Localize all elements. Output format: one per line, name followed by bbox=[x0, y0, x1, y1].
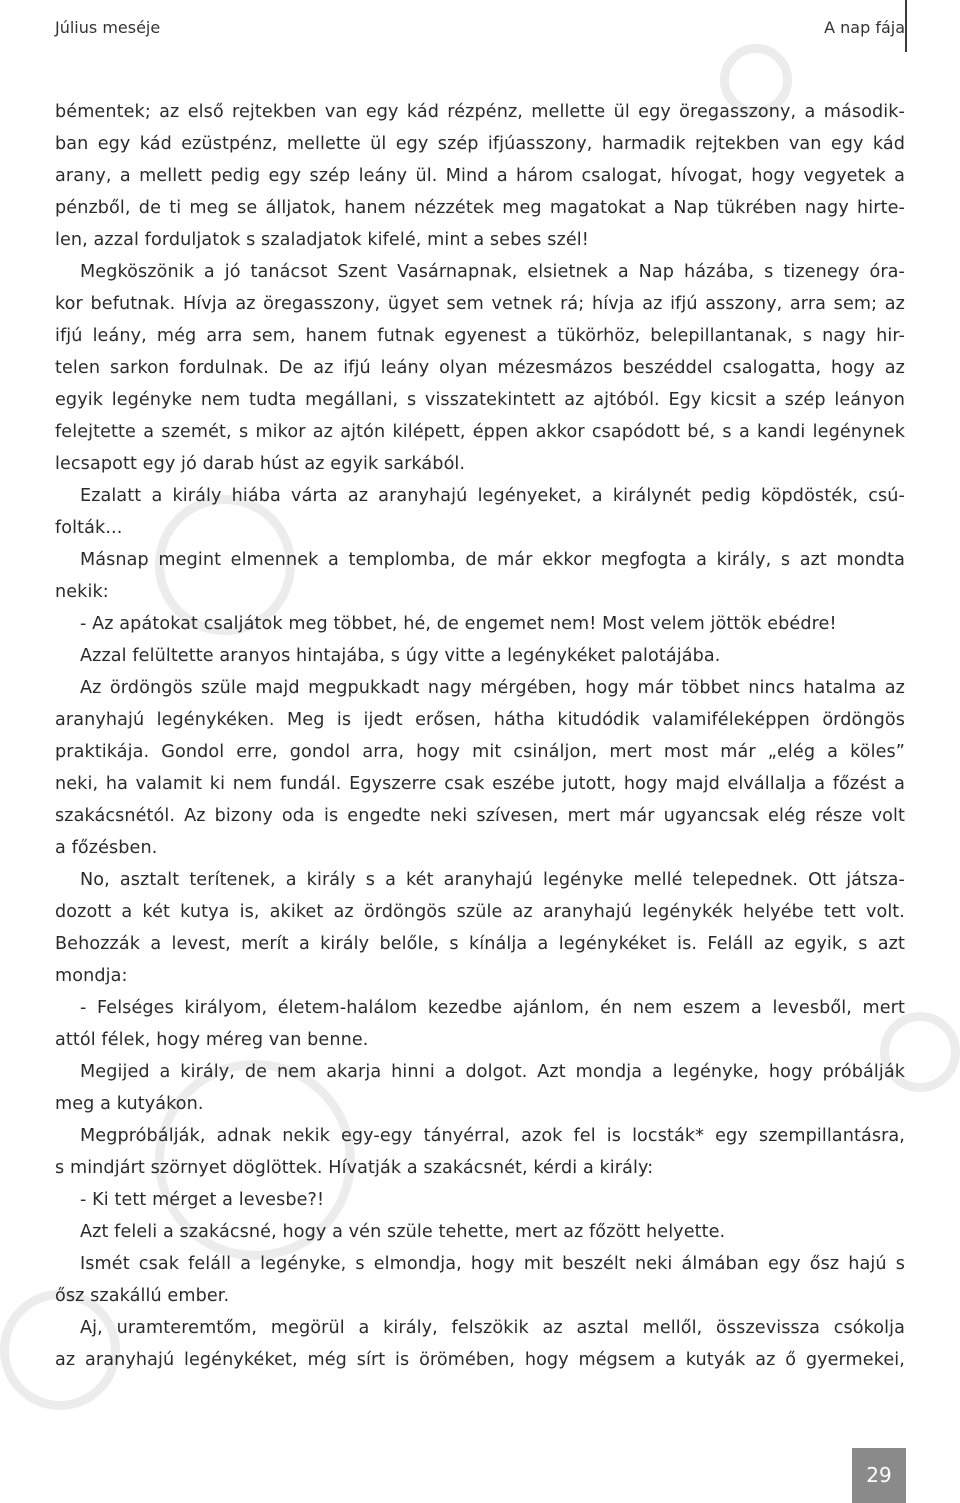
text-line: Megköszönik a jó tanácsot Szent Vasárnapnak, elsietnek a Nap házába, s tizenegy óra- bbox=[80, 262, 905, 282]
text-line: Azt feleli a szakácsné, hogy a vén szüle tehette, mert az főzött helyette. bbox=[80, 1222, 726, 1242]
text-line: nekik: bbox=[55, 582, 109, 602]
header-divider bbox=[905, 0, 907, 52]
text-line: meg a kutyákon. bbox=[55, 1094, 204, 1114]
text-line: kor befutnak. Hívja az öregasszony, ügyet sem vetnek rá; hívja az ifjú asszony, arra sem; az bbox=[55, 294, 905, 314]
text-line: - Az apátokat csaljátok meg többet, hé, de engemet nem! Most velem jöttök ebédre! bbox=[80, 614, 837, 634]
text-line: Megijed a király, de nem akarja hinni a dolgot. Azt mondja a legényke, hogy próbálják bbox=[80, 1062, 905, 1082]
text-line: a főzésben. bbox=[55, 838, 158, 858]
text-line: attól félek, hogy méreg van benne. bbox=[55, 1030, 369, 1050]
text-line: pénzből, de ti meg se álljatok, hanem nézzétek meg magatokat a Nap tükrében nagy hirte- bbox=[55, 198, 905, 218]
header-story-title: A nap fája bbox=[824, 18, 905, 37]
text-line: folták... bbox=[55, 518, 123, 538]
text-line: ifjú leány, még arra sem, hanem futnak egyenest a tükörhöz, belepillantanak, s nagy hir- bbox=[55, 326, 905, 346]
text-line: dozott a két kutya is, akiket az ördöngös szüle az aranyhajú legénykék helyébe tett volt. bbox=[55, 902, 905, 922]
text-line: len, azzal forduljatok s szaladjatok kifelé, mint a sebes szél! bbox=[55, 230, 589, 250]
text-line: felejtette a szemét, s mikor az ajtón kilépett, éppen akkor csapódott bé, s a kandi legénynek bbox=[55, 422, 905, 442]
text-line: az aranyhajú legénykéket, még sírt is örömében, hogy mégsem a kutyák az ő gyermekei, bbox=[55, 1350, 905, 1370]
text-line: - Ki tett mérget a levesbe?! bbox=[80, 1190, 325, 1210]
text-line: neki, ha valamit ki nem fundál. Egyszerre csak eszébe jutott, hogy majd elvállalja a főzést a bbox=[55, 774, 905, 794]
text-line: Megpróbálják, adnak nekik egy-egy tányérral, azok fel is locsták* egy szempillantásra, bbox=[80, 1126, 905, 1146]
text-line: s mindjárt szörnyet döglöttek. Hívatják a szakácsnét, kérdi a király: bbox=[55, 1158, 654, 1178]
text-line: Az ördöngös szüle majd megpukkadt nagy mérgében, hogy már többet nincs hatalma az bbox=[80, 678, 905, 698]
text-line: ősz szakállú ember. bbox=[55, 1286, 230, 1306]
page-number: 29 bbox=[852, 1448, 906, 1503]
text-line: Behozzák a levest, merít a király belőle, s kínálja a legénykéket is. Feláll az egyik, s azt bbox=[55, 934, 905, 954]
text-line: arany, a mellett pedig egy szép leány ül. Mind a három csalogat, hívogat, hogy vegyetek a bbox=[55, 166, 905, 186]
text-line: Aj, uramteremtőm, megörül a király, felszökik az asztal mellől, összevissza csókolja bbox=[80, 1318, 905, 1338]
text-line: No, asztalt terítenek, a király s a két aranyhajú legényke mellé telepednek. Ott játsza- bbox=[80, 870, 905, 890]
text-line: aranyhajú legénykéken. Meg is ijedt erősen, hátha kitudódik valamiféleképpen ördöngös bbox=[55, 710, 905, 730]
text-line: lecsapott egy jó darab húst az egyik sarkából. bbox=[55, 454, 466, 474]
text-line: praktikája. Gondol erre, gondol arra, hogy mit csináljon, mert most már „elég a köles” bbox=[55, 742, 905, 762]
text-line: szakácsnétól. Az bizony oda is engedte neki szívesen, mert már ugyancsak elég része volt bbox=[55, 806, 905, 826]
text-line: egyik legényke nem tudta megállani, s visszatekintett az ajtóból. Egy kicsit a szép leányon bbox=[55, 390, 905, 410]
running-header bbox=[55, 14, 905, 44]
text-line: Azzal felültette aranyos hintajába, s úgy vitte a legénykéket palotájába. bbox=[80, 646, 721, 666]
text-line: Másnap megint elmennek a templomba, de már ekkor megfogta a király, s azt mondta bbox=[80, 550, 905, 570]
text-line: ban egy kád ezüstpénz, mellette ül egy szép ifjúasszony, harmadik rejtekben van egy kád bbox=[55, 134, 905, 154]
text-line: telen sarkon fordulnak. De az ifjú leány olyan mézesmázos beszéddel csalogatta, hogy az bbox=[55, 358, 905, 378]
text-line: mondja: bbox=[55, 966, 128, 986]
text-line: - Felséges királyom, életem-halálom kezedbe ajánlom, én nem eszem a levesből, mert bbox=[80, 998, 905, 1018]
text-line: Ismét csak feláll a legényke, s elmondja, hogy mit beszélt neki álmában egy ősz hajú s bbox=[80, 1254, 905, 1274]
header-chapter-title: Július meséje bbox=[55, 18, 161, 37]
text-line: Ezalatt a király hiába várta az aranyhajú legényeket, a királynét pedig köpdösték, csú- bbox=[80, 486, 905, 506]
text-line: bémentek; az első rejtekben van egy kád rézpénz, mellette ül egy öregasszony, a második- bbox=[55, 102, 905, 122]
